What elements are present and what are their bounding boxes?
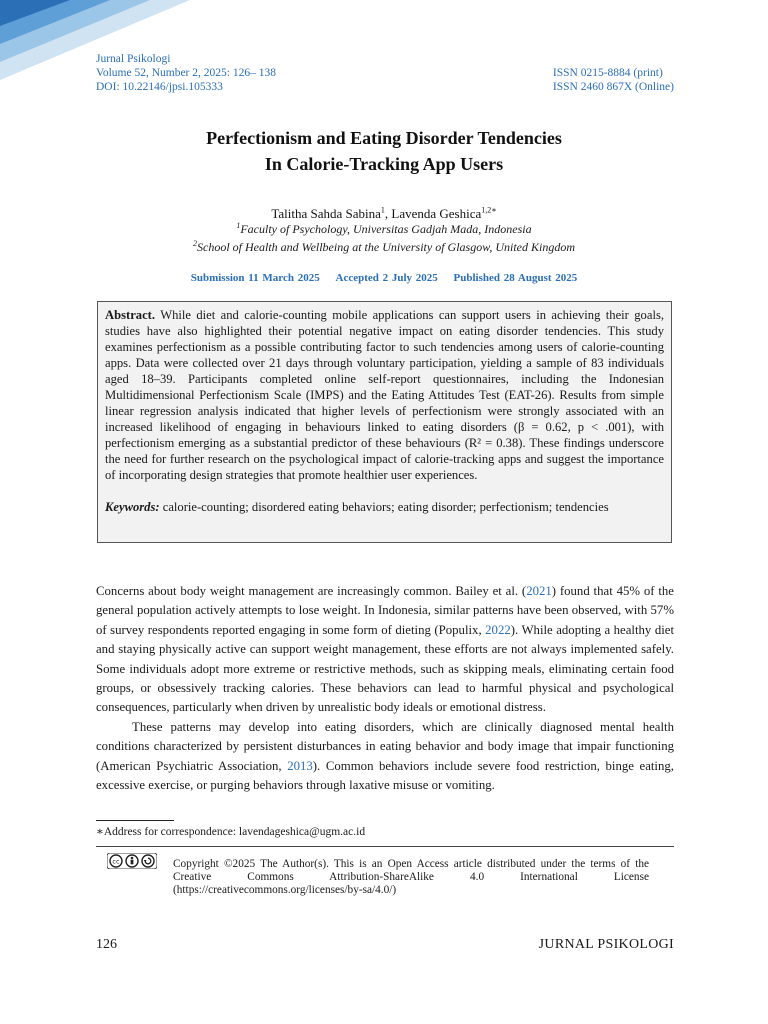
- keywords-text: calorie-counting; disordered eating behaviors; eating disorder; perfectionism; tendencies: [162, 500, 609, 514]
- cc-by-sa-license-icon[interactable]: [107, 853, 157, 869]
- volume-info: Volume 52, Number 2, 2025: 126– 138: [96, 67, 276, 79]
- author-name: Lavenda Geshica: [391, 206, 482, 221]
- svg-text:cc: cc: [112, 857, 120, 866]
- affiliation-mark: 1: [236, 221, 241, 230]
- body-paragraph-2: [96, 718, 674, 796]
- abstract-text: While diet and calorie-counting mobile applications can support users in achieving their goals, studies have also highlighted their potential negative impact on eating disorder tendencies. This study examines perfectionism as a possible contributing factor to such tendencies among users of calorie-counting apps. Data were collected over 21 days through voluntary participation, yielding a sample of 83 individuals aged 18–39. Participants completed online self-report questionnaires, including the Indonesian Multidimensional Perfectionism Scale (IMPS) and the Eating Attitudes Test (EAT-26). Results from simple linear regression analysis indicated that higher levels of perfectionism were strongly associated with an increased likelihood of engaging in behaviours linked to eating disorders (β = 0.62, p < .001), with perfectionism emerging as a substantial predictor of these behaviours (R² = 0.38). These findings underscore the need for further research on the psychological impact of calorie-tracking apps and suggest the importance of incorporating design strategies that promote healthier user experiences.: [105, 308, 664, 482]
- issn-online: ISSN 2460 867X (Online): [552, 81, 674, 93]
- affiliation-2: [0, 240, 768, 255]
- journal-header-right: [553, 66, 674, 94]
- submission-date: Submission 11 March 2025: [190, 272, 320, 284]
- affiliation-1: [0, 222, 768, 237]
- keywords-paragraph: [105, 499, 664, 515]
- paper-title-line1: Perfectionism and Eating Disorder Tendencies: [206, 128, 562, 148]
- body-paragraph-1: [96, 582, 674, 718]
- abstract-box: [97, 301, 672, 543]
- body-text-segment: ) found that 45% of the general population actively attempts to lose weight. In Indonesia, similar patterns have been observed, with 57% of survey respondents reported engaging in some form of dieting (Populix,: [96, 584, 674, 637]
- published-date: Published 28 August 2025: [453, 272, 578, 284]
- affiliation-text: Faculty of Psychology, Universitas Gadjah Mada, Indonesia: [240, 222, 532, 236]
- footer-journal-name: JURNAL PSIKOLOGI: [538, 937, 674, 952]
- license-divider: [96, 846, 674, 847]
- abstract-label: Abstract.: [105, 308, 156, 322]
- citation-link[interactable]: 2022: [485, 622, 511, 637]
- body-text: [96, 582, 674, 795]
- journal-name: Jurnal Psikologi: [96, 53, 171, 65]
- author-separator: ,: [384, 206, 392, 221]
- footnote-divider: [96, 820, 174, 821]
- correspondence-footnote: ∗Address for correspondence: lavendageshica@ugm.ac.id: [96, 826, 366, 838]
- license-text: Copyright ©2025 The Author(s). This is an Open Access article distributed under the terms of the Creative Commons Attribution-ShareAlike 4.0 International License (https://creativecommons.org/licenses/by-sa/4.0/): [173, 858, 649, 896]
- body-text-segment: ). Common behaviors include severe food restriction, binge eating, excessive exercise, or purging behaviors through laxative misuse or vomiting.: [96, 758, 674, 793]
- affiliation-text: School of Health and Wellbeing at the University of Glasgow, United Kingdom: [197, 240, 575, 254]
- author-affiliation-mark: 1,2∗: [481, 205, 497, 215]
- body-text-segment: These patterns may develop into eating disorders, which are clinically diagnosed mental health conditions characterized by persistent disturbances in eating behavior and body image that impair functioning (American Psychiatric Association,: [96, 719, 674, 773]
- abstract-paragraph: [105, 307, 664, 483]
- page-number: 126: [96, 937, 117, 952]
- paper-title-line2: In Calorie-Tracking App Users: [264, 154, 504, 174]
- keywords-label: Keywords:: [105, 500, 160, 514]
- accepted-date: Accepted 2 July 2025: [335, 272, 438, 284]
- author-list: [0, 206, 768, 222]
- author-name: Talitha Sahda Sabina: [271, 206, 381, 221]
- body-text-segment: Concerns about body weight management are increasingly common. Bailey et al. (: [96, 584, 527, 598]
- citation-link[interactable]: 2021: [526, 584, 552, 598]
- body-text-segment: ). While adopting a healthy diet and staying physically active can support weight management, these efforts are not always implemented safely. Some individuals adopt more extreme or restrictive methods, such as skipping meals, eliminating certain food groups, or obsessively tracking calories. These behaviors can lead to harmful physical and psychological consequences, particularly when driven by unrealistic body ideals or emotional distress.: [96, 622, 675, 715]
- doi-link[interactable]: DOI: 10.22146/jpsi.105333: [96, 81, 223, 93]
- paper-title: [0, 125, 768, 177]
- affiliation-mark: 2: [193, 239, 198, 248]
- journal-header-left: [96, 52, 276, 94]
- author-affiliation-mark: 1: [380, 205, 385, 215]
- citation-link[interactable]: 2013: [287, 758, 313, 773]
- issn-print: ISSN 0215-8884 (print): [552, 67, 663, 79]
- publication-dates: [0, 272, 768, 284]
